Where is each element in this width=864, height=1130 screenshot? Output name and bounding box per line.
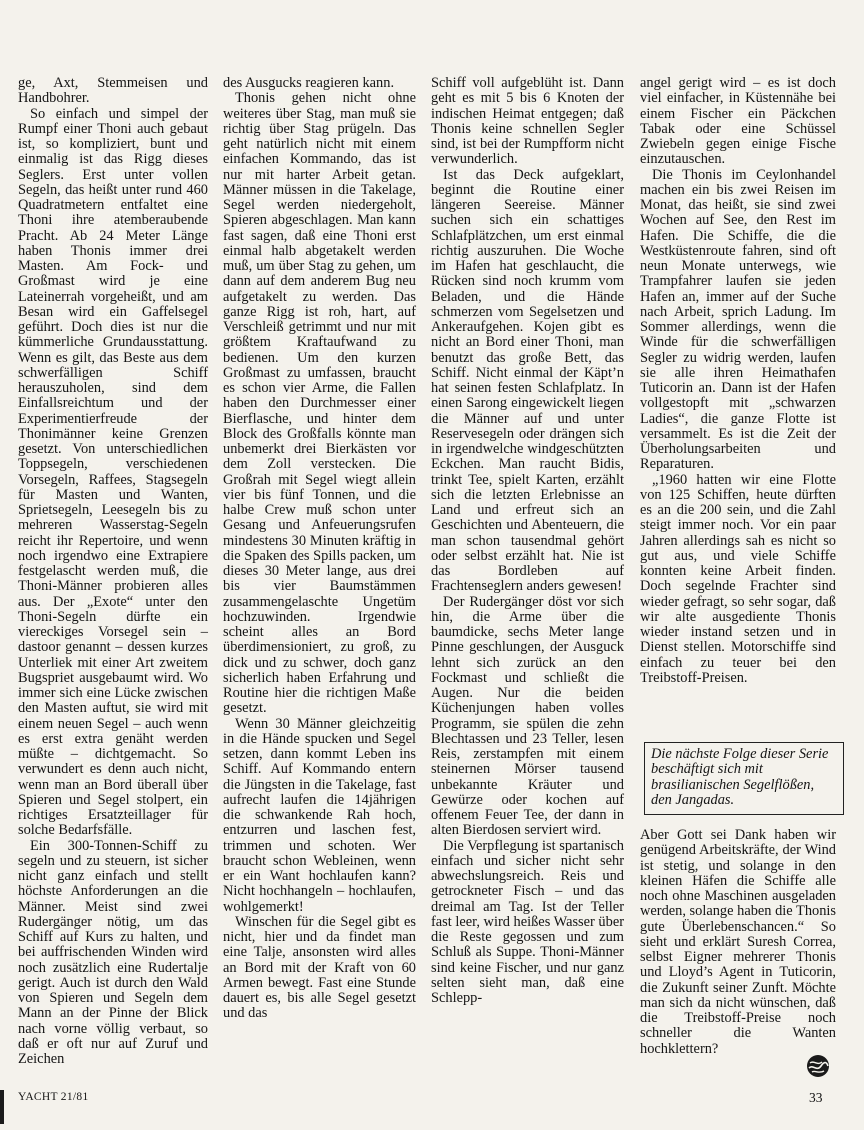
article-column-3 [431, 76, 624, 1006]
article-column-2 [223, 76, 416, 1022]
paragraph: Winschen für die Segel gibt es nicht, hier und da findet man eine Talje, ansonsten wird alles an Bord mit der Kraft von 60 Armen bewegt. Fast eine Stunde dauert es, bis alle Segel gesetzt und das [223, 913, 416, 1022]
end-of-article-icon [806, 1054, 830, 1078]
paragraph: So einfach und simpel der Rumpf einer Thoni auch gebaut ist, so kompliziert, bunt und einmalig ist das Rigg dieses Seglers. Erst unter vollen Segeln, das heißt unter rund 460 Quadratmetern entfaltet eine Thoni ihre atemberaubende Pracht. Ab 24 Meter Länge haben Thonis immer drei Masten. Am Fock- und Großmast wird je eine Lateinerrah vorgeheißt, und am Besan wird ein Gaffelsegel geführt. Doch dies ist nur die kümmerliche Grundausstattung. Wenn es gilt, das Beste aus dem schwerfälligen Schiff herauszuholen, sind dem Einfallsreichtum und der Experimentierfreude der Thonimänner keine Grenzen gesetzt. Von unterschiedlichen Toppsegeln, verschiedenen Vorsegeln, Raffees, Stagsegeln für Masten und Wanten, Sprietsegeln, Leesegeln bis zu mehreren Wasserstag-Segeln reicht ihr Repertoire, und wenn noch irgendwo eine Extrapiere festgelascht werden muß, die Thoni-Männer probieren alles aus. Der „Exote“ unter den Thoni-Segeln dürfte ein viereckiges Vorsegel sein – dastoor genannt – dessen kurzes Unterliek mit einer Art zweitem Bugspriet ausgebaumt wird. Wo immer sich eine Lücke zwischen den Masten auftut, sie wird mit einem neuen Segel – auch wenn es erst extra genäht werden müßte – dichtgemacht. So verwundert es denn auch nicht, wenn man an Bord überall über Spieren und Segel stolpert, ein richtiges Ersatzteillager für solche Bedarfsfälle. [18, 105, 208, 839]
article-column-4-end [640, 828, 836, 1057]
next-episode-box: Die nächste Folge dieser Serie beschäftigt sich mit brasilianischen Segelflößen, den Jangadas. [644, 742, 844, 815]
paragraph: ge, Axt, Stemmeisen und Handbohrer. [18, 75, 208, 107]
article-column-1 [18, 76, 208, 1067]
paragraph: Der Rudergänger döst vor sich hin, die Arme über die baumdicke, sechs Meter lange Pinne geschlungen, der Ausguck lehnt sich zurück an den Fockmast und schließt die Augen. Nur die beiden Küchenjungen haben volles Programm, sie spülen die zehn Blechtassen und 23 Teller, lesen Reis, zerstampfen mit einem steinernen Mörser tausend unbekannte Kräuter und Gewürze oder kochen auf offenem Feuer Tee, der dann in alten Bierdosen serviert wird. [431, 593, 624, 839]
paragraph: Ist das Deck aufgeklart, beginnt die Routine einer längeren Seereise. Männer suchen sich ein schattiges Schlafplätzchen, um erst einmal richtig auszuruhen. Die Woche im Hafen hat geschlaucht, die Rücken sind noch krumm vom Beladen, und die Hände schmerzen vom Segelsetzen und Ankeraufgehen. Kojen gibt es nicht an Bord einer Thoni, man benutzt das große Bett, das Schiff. Nicht einmal der Käpt’n hat seinen festen Schlafplatz. In einen Sarong eingewickelt liegen die Männer auf und unter Reservesegeln oder drängen sich in irgendwelche windgeschützten Eckchen. Man raucht Bidis, trinkt Tee, spielt Karten, erzählt sich die letzten Erlebnisse an Land und erfreut sich an Geschichten und Abenteuern, die man schon tausendmal gehört oder selbst erzählt hat. Nie ist das Bordleben auf Frachtenseglern anders gewesen! [431, 166, 624, 595]
paragraph: Ein 300-Tonnen-Schiff zu segeln und zu steuern, ist sicher nicht ganz einfach und stellt höchste Anforderungen an die Männer. Meist sind zwei Rudergänger nötig, um das Schiff auf Kurs zu halten, und bei auffrischenden Winden wird noch zusätzlich eine Rudertalje gerigt. Auch ist durch den Wald von Spieren und Segeln dem Mann an der Pinne der Blick nach vorne völlig verbaut, so daß er oft nur auf Zuruf und Zeichen [18, 837, 208, 1067]
magazine-issue: YACHT 21/81 [18, 1091, 89, 1103]
paragraph: Wenn 30 Männer gleichzeitig in die Hände spucken und Segel setzen, dann kommt Leben ins Schiff. Auf Kommando entern die Jüngsten in die Takelage, fast aufrecht laufen die 14jährigen die schwankende Rah hoch, entzurren und laschen fest, trimmen und schoten. Wer braucht schon Webleinen, wenn er ein Want hochlaufen kann? Nicht hochhangeln – hochlaufen, wohlgemerkt! [223, 715, 416, 915]
paragraph: des Ausgucks reagieren kann. [223, 75, 395, 91]
paragraph: Aber Gott sei Dank haben wir genügend Arbeitskräfte, der Wind ist stetig, und solange in den kleinen Häfen die Schiffe alle noch ohne Maschinen ausgeladen werden, solange haben die Thonis gute Überlebenschancen.“ So sieht und erklärt Suresh Correa, selbst Eigner mehrerer Thonis und Lloyd’s Agent in Tuticorin, die Zukunft seiner Zunft. Möchte man sich da nicht wünschen, daß die Treibstoff-Preise noch schneller die Wanten hochklettern? [640, 827, 836, 1057]
page-number: 33 [809, 1090, 823, 1105]
scan-edge-mark [0, 1090, 4, 1124]
article-column-4 [640, 76, 836, 686]
paragraph: „1960 hatten wir eine Flotte von 125 Schiffen, heute dürften es an die 200 sein, und die Zahl steigt immer noch. Vor ein paar Jahren allerdings sah es nicht so gut aus, und viele Schiffe konnten keine Arbeit finden. Doch segelnde Frachter sind wieder gefragt, so sehr sogar, daß wir alte ausgediente Thonis wieder instand setzen und in Dienst stellen. Motorschiffe sind einfach zu teuer bei den Treibstoff-Preisen. [640, 471, 836, 686]
paragraph: Die Verpflegung ist spartanisch einfach und sicher nicht sehr abwechslungsreich. Reis und getrockneter Fisch – und das dreimal am Tag. Ist der Teller fast leer, wird heißes Wasser über die Reste gegossen und zum Schluß als Suppe. Thoni-Männer sind keine Fischer, und nur ganz selten sieht man, daß eine Schlepp- [431, 837, 625, 1006]
paragraph: angel gerigt wird – es ist doch viel einfacher, in Küstennähe bei einem Fischer ein Päckchen Tabak oder eine Schüssel Zwiebeln gegen einige Fische einzutauschen. [640, 75, 836, 168]
paragraph: Thonis gehen nicht ohne weiteres über Stag, man muß sie richtig über Stag prügeln. Das geht natürlich nicht mit einem einfachen Kommando, das ist nur mit harter Arbeit getan. Männer müssen in die Takelage, Segel werden niedergeholt, Spieren abgeschlagen. Man kann fast sagen, daß eine Thoni erst einmal halb abgetakelt werden muß, um über Stag zu gehen, um dann auf dem anderem Bug neu aufgetakelt zu werden. Das ganze Rigg ist roh, hart, auf Verschleiß getrimmt und nur mit größtem Kraftaufwand zu bedienen. Um den kurzen Großmast zu umfassen, braucht es schon vier Arme, die Fallen haben den Durchmesser einer Bierflasche, und hinter dem Block des Großfalls könnte man unbemerkt drei Bierkästen vor dem Zoll verstecken. Die Großrah mit Segel wiegt allein vier bis fünf Tonnen, und die halbe Crew muß schon unter Gesang und Anfeuerungsrufen mindestens 30 Minuten kräftig in die Spaken des Spills packen, um dieses 30 Meter lange, aus drei bis vier Baumstämmen zusammengelaschte Ungetüm hochzuwinden. Irgendwie scheint alles an Bord überdimensioniert, zu groß, zu dick und zu schwer, doch ganz sicherlich haben Erfahrung und Routine hier die richtigen Maße gesetzt. [223, 90, 416, 717]
paragraph: Die Thonis im Ceylonhandel machen ein bis zwei Reisen im Monat, das heißt, sie sind zwei Wochen auf See, den Rest im Hafen. Die Schiffe, die die Westküstenroute fahren, sind oft neun Monate unterwegs, wie Trampfahrer laufen sie jeden Hafen an, immer auf der Suche nach Arbeit, sprich Ladung. Im Sommer allerdings, wenn die Winde für die schwerfälligen Segler zu widrig werden, laufen sie alle ihren Heimathafen Tuticorin an. Dann ist der Hafen vollgestopft mit „schwarzen Ladies“, die ganze Flotte ist versammelt. Es ist die Zeit der Überholungsarbeiten und Reparaturen. [640, 166, 836, 473]
paragraph: Schiff voll aufgeblüht ist. Dann geht es mit 5 bis 6 Knoten der indischen Heimat entgegen; daß Thonis keine schnellen Segler sind, ist bei der Rumpfform nicht verwunderlich. [431, 75, 624, 168]
